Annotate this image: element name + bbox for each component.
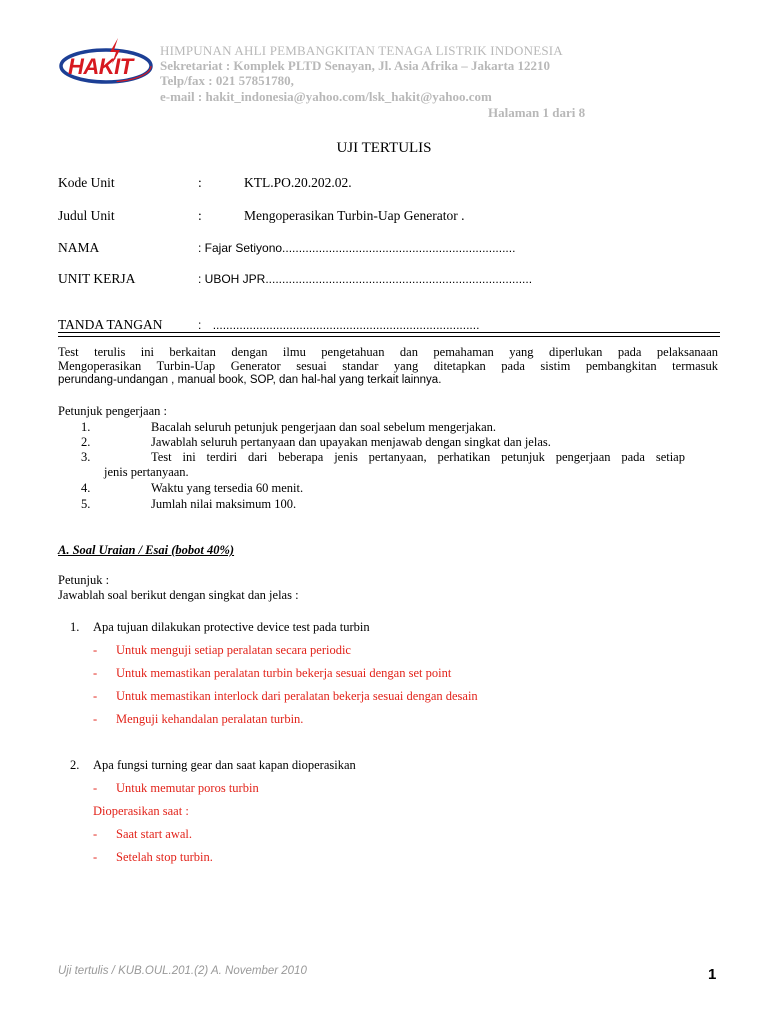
answer-text: Untuk menguji setiap peralatan secara periodic (116, 643, 351, 657)
instruction-num: 5. (81, 497, 91, 511)
kode-unit-label: Kode Unit (58, 175, 115, 190)
answer-text: Untuk memastikan interlock dari peralatan bekerja sesuai dengan desain (116, 689, 478, 703)
secretariat-address: Sekretariat : Komplek PLTD Senayan, Jl. Asia Afrika – Jakarta 12210 (160, 58, 551, 73)
kode-unit-value: KTL.PO.20.202.02. (244, 175, 352, 190)
instruction-text: Jawablah seluruh pertanyaan dan upayakan menjawab dengan singkat dan jelas. (151, 435, 551, 449)
intro-line: perundang-undangan , manual book, SOP, dan hal-hal yang terkait lainnya. (58, 374, 442, 386)
kode-unit-sep: : (198, 175, 202, 190)
unit-kerja-dots: ................................................................................ (265, 272, 533, 286)
answer-text: Saat start awal. (116, 827, 193, 841)
nama-value: : Fajar Setiyono (198, 241, 283, 255)
judul-unit-value: Mengoperasikan Turbin-Uap Generator . (244, 208, 465, 223)
unit-kerja-label: UNIT KERJA (58, 271, 136, 286)
org-name: HIMPUNAN AHLI PEMBANGKITAN TENAGA LISTRIK INDONESIA (160, 43, 563, 58)
instruction-text: Jumlah nilai maksimum 100. (151, 497, 297, 511)
email-line: e-mail : hakit_indonesia@yahoo.com/lsk_hakit@yahoo.com (160, 89, 492, 104)
intro-line: Mengoperasikan Turbin-Uap Generator sesuai standar yang ditetapkan pada sistim pembangkitan termasuk (58, 359, 718, 373)
nama-label: NAMA (58, 240, 100, 255)
instruction-text-cont: jenis pertanyaan. (104, 465, 189, 479)
answer-dash: - (93, 827, 98, 841)
answer-dash: - (93, 850, 98, 864)
instruction-num: 1. (81, 420, 91, 434)
nama-field (198, 241, 515, 255)
section-a-petunjuk: Petunjuk : (58, 573, 110, 587)
section-a-heading: A. Soal Uraian / Esai (bobot 40%) (58, 543, 235, 557)
answer-text: Untuk memastikan peralatan turbin bekerja sesuai dengan set point (116, 666, 452, 680)
answer-sub-label: Dioperasikan saat : (93, 804, 189, 818)
judul-unit-label: Judul Unit (58, 208, 115, 223)
answer-dash: - (93, 712, 98, 726)
section-a-petunjuk-text: Jawablah soal berikut dengan singkat dan jelas : (58, 588, 299, 602)
nama-dots: ...................................................................... (282, 241, 516, 255)
question-text: Apa tujuan dilakukan protective device test pada turbin (93, 620, 370, 634)
question-num: 2. (70, 758, 80, 772)
answer-dash: - (93, 666, 98, 680)
instruction-num: 4. (81, 481, 91, 495)
instruction-text: Bacalah seluruh petunjuk pengerjaan dan soal sebelum mengerjakan. (151, 420, 497, 434)
answer-dash: - (93, 781, 98, 795)
judul-unit-sep: : (198, 208, 202, 223)
answer-text: Menguji kehandalan peralatan turbin. (116, 712, 304, 726)
question-text: Apa fungsi turning gear dan saat kapan dioperasikan (93, 758, 356, 772)
divider-rule-2 (58, 336, 720, 337)
tanda-tangan-dots: ................................................................................ (212, 318, 480, 332)
instruction-text: Waktu yang tersedia 60 menit. (151, 481, 304, 495)
answer-dash: - (93, 643, 98, 657)
question-num: 1. (70, 620, 80, 634)
divider-rule (58, 332, 720, 333)
tanda-tangan-label: TANDA TANGAN (58, 317, 163, 332)
footer-doc-code: Uji tertulis / KUB.OUL.201.(2) A. November 2010 (58, 965, 307, 977)
tanda-tangan-field (198, 318, 479, 332)
instructions-heading: Petunjuk pengerjaan : (58, 404, 167, 418)
answer-dash: - (93, 689, 98, 703)
answer-text: Untuk memutar poros turbin (116, 781, 259, 795)
answer-text: Setelah stop turbin. (116, 850, 213, 864)
instruction-text: Test ini terdiri dari beberapa jenis pertanyaan, perhatikan petunjuk pengerjaan pada setiap (151, 450, 685, 464)
telp-fax: Telp/fax : 021 57851780, (160, 73, 294, 88)
instruction-num: 2. (81, 435, 91, 449)
page-info: Halaman 1 dari 8 (488, 105, 586, 120)
hakit-logo (58, 36, 158, 92)
document-title: UJI TERTULIS (336, 140, 432, 156)
intro-line: Test terulis ini berkaitan dengan ilmu pengetahuan dan pemahaman yang diperlukan pada pelaksanaan (58, 345, 718, 359)
tanda-tangan-sep: : (198, 318, 202, 332)
intro-paragraph (58, 345, 718, 387)
unit-kerja-field (198, 272, 532, 286)
instruction-num: 3. (81, 450, 91, 464)
footer-page-number: 1 (708, 966, 717, 983)
logo-wordmark: HAKIT (68, 54, 133, 79)
unit-kerja-value: : UBOH JPR (198, 272, 266, 286)
